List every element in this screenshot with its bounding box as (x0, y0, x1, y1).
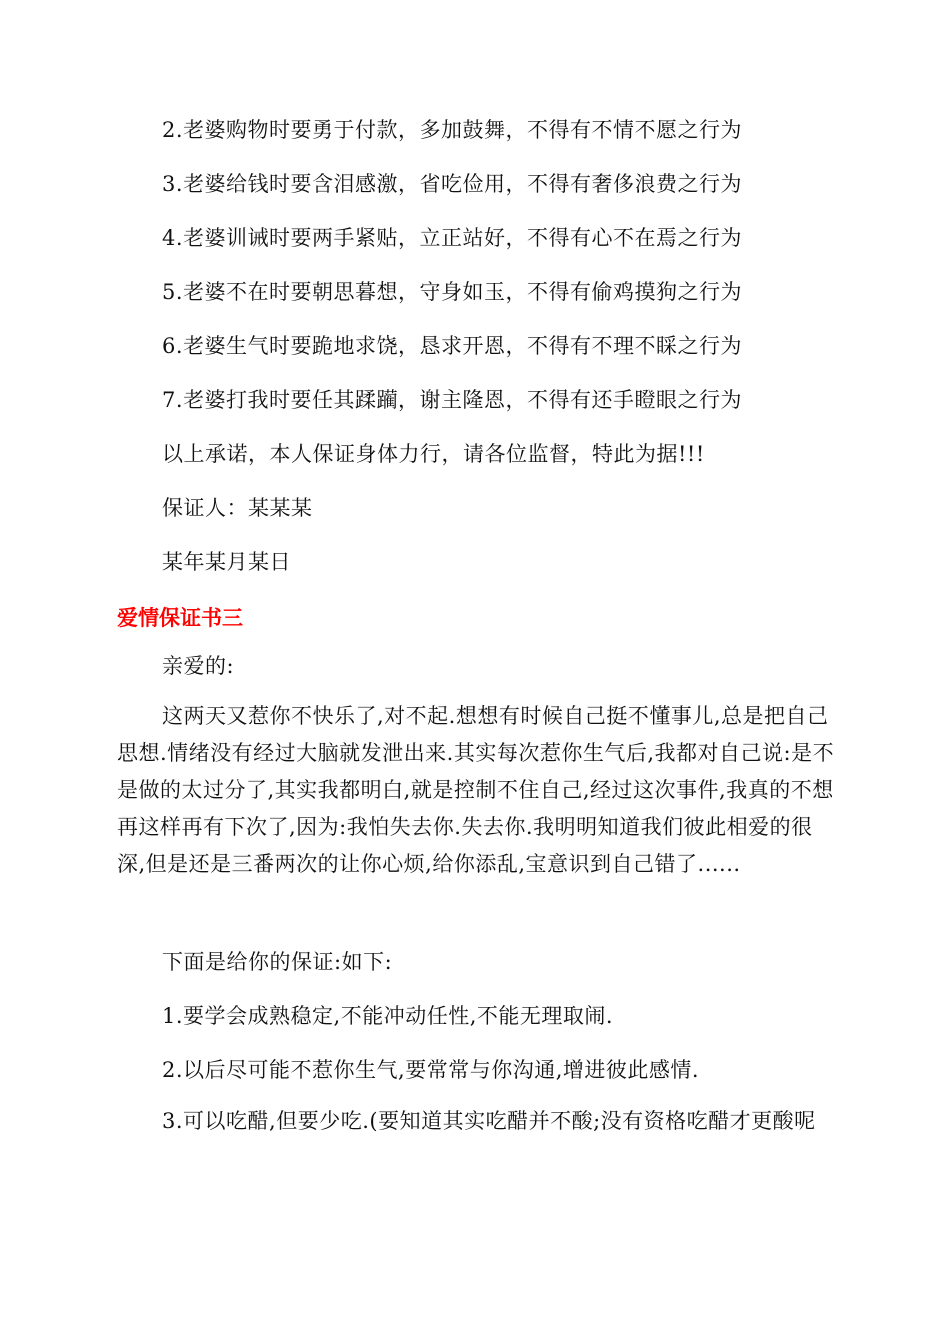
promise-item-1: 1.要学会成熟稳定,不能冲动任性,不能无理取闹. (162, 1004, 614, 1028)
rule-line-4: 4.老婆训诫时要两手紧贴，立正站好，不得有心不在焉之行为 (162, 226, 743, 250)
section-title: 爱情保证书三 (117, 606, 243, 630)
rule-line-7: 7.老婆打我时要任其蹂躏，谢主隆恩，不得有还手瞪眼之行为 (162, 388, 743, 412)
rule-line-2: 2.老婆购物时要勇于付款，多加鼓舞，不得有不情不愿之行为 (162, 118, 743, 142)
rule-line-3: 3.老婆给钱时要含泪感激，省吃俭用，不得有奢侈浪费之行为 (162, 172, 743, 196)
promise-intro: 下面是给你的保证:如下: (162, 950, 393, 974)
closing-statement: 以上承诺，本人保证身体力行，请各位监督，特此为据!!! (162, 442, 705, 466)
body-paragraph: 这两天又惹你不快乐了,对不起.想想有时候自己挺不懂事儿,总是把自己思想.情绪没有经过大脑就发泄出来.其实每次惹你生气后,我都对自己说:是不是做的太过分了,其实我都明白,就是控制不住自己,经过这次事件,我真的不想再这样再有下次了,因为:我怕失去你.失去你.我明明知道我们彼此相爱的很深,但是还是三番两次的让你心烦,给你添乱,宝意识到自己错了...... (117, 704, 835, 876)
promise-item-3: 3.可以吃醋,但要少吃.(要知道其实吃醋并不酸;没有资格吃醋才更酸呢 (162, 1109, 816, 1133)
promise-item-2: 2.以后尽可能不惹你生气,要常常与你沟通,增进彼此感情. (162, 1058, 700, 1082)
rule-line-6: 6.老婆生气时要跪地求饶，恳求开恩，不得有不理不睬之行为 (162, 334, 743, 358)
guarantor-line: 保证人：某某某 (162, 496, 313, 520)
rule-line-5: 5.老婆不在时要朝思暮想，守身如玉，不得有偷鸡摸狗之行为 (162, 280, 743, 304)
greeting: 亲爱的: (162, 654, 235, 678)
date-line: 某年某月某日 (162, 550, 291, 574)
